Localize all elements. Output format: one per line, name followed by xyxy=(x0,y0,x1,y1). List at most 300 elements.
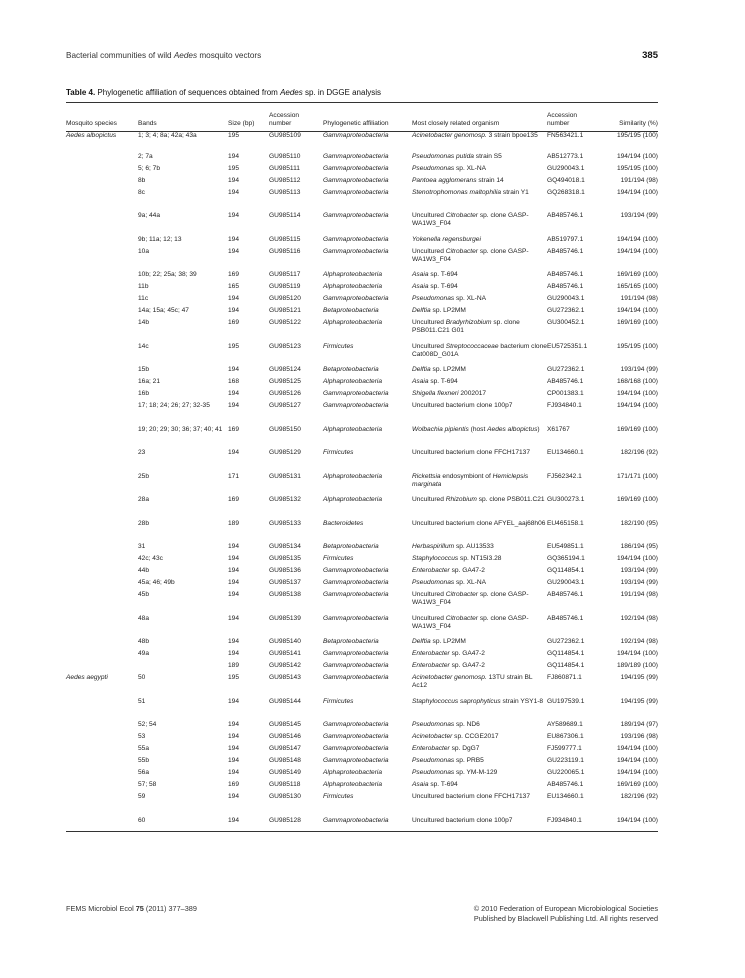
cell-accession: GU985150 xyxy=(269,425,301,433)
cell-accession: GU985113 xyxy=(269,188,301,196)
cell-bands: 44b xyxy=(138,567,150,574)
table-header-row xyxy=(66,104,658,129)
cell-accession: GU985114 xyxy=(269,212,301,219)
cell-species xyxy=(66,390,138,402)
cell-bands: 48b xyxy=(138,638,150,645)
cell-size: 194 xyxy=(228,212,240,219)
publisher-line: Published by Blackwell Publishing Ltd. All rights reserved xyxy=(473,914,658,923)
cell-organism: Uncultured Citrobacter sp. clone GASP-WA1W3_F04 xyxy=(412,614,529,630)
cell-phylo: Gammaproteobacteria xyxy=(323,650,389,657)
cell-rel-accession: AB485746.1 xyxy=(547,781,584,788)
cell-accession: GU985120 xyxy=(269,295,301,302)
cell-similarity: 169/169 (100) xyxy=(616,425,658,433)
cell-organism: Pseudomonas sp. YM-M-129 xyxy=(412,769,498,776)
cell-rel-accession: AB519797.1 xyxy=(547,235,584,243)
cell-bands: 1; 3; 4; 8a; 42a; 43a xyxy=(138,132,197,139)
cell-size: 194 xyxy=(228,650,240,657)
table-row xyxy=(66,793,658,817)
cell-accession: GU985141 xyxy=(269,650,301,657)
table-row xyxy=(66,402,658,426)
cell-accession: GU985145 xyxy=(269,721,301,728)
cell-species xyxy=(66,343,138,367)
cell-size: 189 xyxy=(228,519,240,527)
cell-phylo: Firmicutes xyxy=(323,697,354,705)
cell-organism: Uncultured bacterium clone FFCH17137 xyxy=(412,449,531,456)
cell-bands: 57; 58 xyxy=(138,781,157,788)
cell-phylo: Gammaproteobacteria xyxy=(323,188,389,196)
cell-accession: GU985130 xyxy=(269,793,301,800)
cell-phylo: Gammaproteobacteria xyxy=(323,567,389,574)
cell-species xyxy=(66,817,138,829)
cell-accession: GU985111 xyxy=(269,164,300,172)
cell-rel-accession: EU549851.1 xyxy=(547,543,584,550)
cell-accession: GU985117 xyxy=(269,271,301,278)
cell-phylo: Gammaproteobacteria xyxy=(323,614,389,622)
cell-accession: GU985144 xyxy=(269,697,301,705)
cell-size: 169 xyxy=(228,425,240,433)
cell-similarity: 168/168 (100) xyxy=(616,378,658,385)
cell-rel-accession: GU220065.1 xyxy=(547,769,585,776)
cell-organism: Staphylococcus sp. NT15I3.28 xyxy=(412,555,502,562)
cell-similarity: 194/194 (100) xyxy=(616,769,658,776)
cell-species xyxy=(66,473,138,497)
cell-accession: GU985112 xyxy=(269,176,301,184)
table-row xyxy=(66,319,658,343)
cell-phylo: Betaproteobacteria xyxy=(323,307,379,314)
cell-size: 194 xyxy=(228,591,240,598)
cell-bands: 17; 18; 24; 26; 27; 32-35 xyxy=(138,402,210,409)
cell-similarity: 194/194 (100) xyxy=(616,390,658,397)
cell-species xyxy=(66,271,138,283)
cell-rel-accession: EU134660.1 xyxy=(547,449,584,456)
cell-size: 195 xyxy=(228,674,240,681)
cell-phylo: Gammaproteobacteria xyxy=(323,816,389,824)
table-row xyxy=(66,520,658,544)
cell-similarity: 191/194 (98) xyxy=(620,591,658,598)
cell-bands: 9b; 11a; 12; 13 xyxy=(138,235,182,243)
cell-organism: Acinetobacter sp. CCGE2017 xyxy=(412,733,499,740)
cell-accession: GU985118 xyxy=(269,781,301,788)
cell-accession: GU985129 xyxy=(269,449,301,456)
cell-rel-accession: AB485746.1 xyxy=(547,247,584,255)
cell-similarity: 189/194 (97) xyxy=(620,721,658,728)
cell-size: 194 xyxy=(228,449,240,456)
cell-accession: GU985127 xyxy=(269,402,301,409)
cell-bands: 16b xyxy=(138,390,150,397)
table-top-rule xyxy=(66,102,658,103)
cell-organism: Delftia sp. LP2MM xyxy=(412,638,466,645)
cell-similarity: 194/194 (100) xyxy=(616,650,658,657)
cell-bands: 11b xyxy=(138,283,149,290)
cell-size: 194 xyxy=(228,745,240,752)
col-header-similarity: Similarity (%) xyxy=(619,119,658,127)
cell-rel-accession: AB485746.1 xyxy=(547,283,584,290)
cell-rel-accession: GU300273.1 xyxy=(547,496,585,503)
cell-bands: 60 xyxy=(138,816,146,824)
cell-similarity: 182/190 (95) xyxy=(620,519,658,527)
cell-accession: GU985139 xyxy=(269,614,301,622)
cell-bands: 19; 20; 29; 30; 36; 37; 40; 41 xyxy=(138,425,223,433)
table-row xyxy=(66,591,658,615)
cell-species xyxy=(66,307,138,319)
cell-organism: Rickettsia endosymbiont of Hemiclepsis marginata xyxy=(412,472,529,488)
cell-accession: GU985149 xyxy=(269,769,301,776)
cell-species xyxy=(66,769,138,781)
cell-similarity: 193/194 (99) xyxy=(620,579,658,586)
cell-accession: GU985143 xyxy=(269,674,301,681)
table-row xyxy=(66,426,658,450)
cell-bands: 45a; 46; 49b xyxy=(138,579,175,586)
cell-bands: 8b xyxy=(138,176,146,184)
cell-rel-accession: EU5725351.1 xyxy=(547,342,588,350)
cell-rel-accession: FJ860871.1 xyxy=(547,674,582,681)
table-row xyxy=(66,271,658,283)
table-row xyxy=(66,543,658,555)
cell-similarity: 193/196 (98) xyxy=(620,733,658,740)
table-row xyxy=(66,674,658,698)
cell-similarity: 194/194 (100) xyxy=(616,307,658,314)
cell-rel-accession: GU197539.1 xyxy=(547,697,585,705)
cell-accession: GU985123 xyxy=(269,342,301,350)
cell-similarity: 191/194 (98) xyxy=(620,295,658,302)
cell-bands: 8c xyxy=(138,188,145,196)
cell-bands: 11c xyxy=(138,295,149,302)
cell-rel-accession: GU272362.1 xyxy=(547,366,585,373)
cell-species xyxy=(66,366,138,378)
cell-similarity: 194/195 (99) xyxy=(620,674,658,681)
cell-rel-accession: GU290043.1 xyxy=(547,295,585,302)
cell-species xyxy=(66,757,138,769)
cell-organism: Uncultured Rhizobium sp. clone PSB011.C21 xyxy=(412,496,545,503)
cell-similarity: 193/194 (99) xyxy=(620,212,658,219)
cell-similarity: 192/194 (98) xyxy=(620,638,658,645)
cell-size: 168 xyxy=(228,378,240,385)
cell-phylo: Alphaproteobacteria xyxy=(323,472,383,480)
table-row xyxy=(66,129,658,153)
cell-size: 194 xyxy=(228,402,240,409)
cell-species xyxy=(66,496,138,520)
table-row xyxy=(66,283,658,295)
cell-species xyxy=(66,189,138,213)
cell-phylo: Gammaproteobacteria xyxy=(323,662,389,669)
cell-organism: Stenotrophomonas maltophilia strain Y1 xyxy=(412,188,529,196)
cell-phylo: Gammaproteobacteria xyxy=(323,152,389,160)
cell-organism: Pseudomonas sp. XL-NA xyxy=(412,295,487,302)
cell-organism: Uncultured Citrobacter sp. clone GASP-WA1W3_F04 xyxy=(412,591,529,607)
cell-size: 194 xyxy=(228,579,240,586)
cell-rel-accession: AB485746.1 xyxy=(547,614,584,622)
cell-bands: 56a xyxy=(138,769,150,776)
cell-rel-accession: FN563421.1 xyxy=(547,132,584,139)
cell-phylo: Alphaproteobacteria xyxy=(323,378,383,385)
cell-bands: 48a xyxy=(138,614,150,622)
cell-organism: Acinetobacter genomosp. 3 strain bpoe135 xyxy=(412,132,538,139)
cell-species xyxy=(66,295,138,307)
cell-rel-accession: GU223119.1 xyxy=(547,757,584,764)
cell-species xyxy=(66,567,138,579)
cell-species xyxy=(66,426,138,450)
cell-bands: 10a xyxy=(138,247,150,255)
cell-similarity: 192/194 (98) xyxy=(620,614,658,622)
cell-accession: GU985131 xyxy=(269,472,301,480)
cell-organism: Pseudomonas sp. PRB5 xyxy=(412,757,484,764)
cell-size: 194 xyxy=(228,307,240,314)
cell-bands: 28a xyxy=(138,496,150,503)
cell-organism: Enterobacter sp. DgG7 xyxy=(412,745,480,752)
cell-phylo: Gammaproteobacteria xyxy=(323,212,389,219)
cell-organism: Yokenella regensburgei xyxy=(412,235,481,243)
cell-organism: Uncultured Streptococcaceae bacterium clone Cat008D_G01A xyxy=(412,342,547,358)
cell-size: 194 xyxy=(228,543,240,550)
cell-rel-accession: GU300452.1 xyxy=(547,319,585,326)
cell-organism: Pseudomonas sp. ND6 xyxy=(412,721,480,728)
cell-species xyxy=(66,520,138,544)
table-row xyxy=(66,307,658,319)
col-header-species: Mosquito species xyxy=(66,119,117,127)
cell-phylo: Gammaproteobacteria xyxy=(323,247,389,255)
cell-accession: GU985142 xyxy=(269,662,301,669)
cell-organism: Pseudomonas sp. XL-NA xyxy=(412,579,487,586)
cell-size: 194 xyxy=(228,614,240,622)
cell-organism: Staphylococcus saprophyticus strain YSY1-8 xyxy=(412,697,544,705)
table-caption: Table 4. Phylogenetic affiliation of sequences obtained from Aedes sp. in DGGE analysis xyxy=(66,88,381,97)
table-row xyxy=(66,343,658,367)
cell-bands: 14b xyxy=(138,319,150,326)
cell-similarity: 182/196 (92) xyxy=(620,793,658,800)
cell-organism: Delftia sp. LP2MM xyxy=(412,366,466,373)
cell-organism: Uncultured Citrobacter sp. clone GASP-WA1W3_F04 xyxy=(412,247,529,263)
cell-similarity: 194/194 (100) xyxy=(616,555,658,562)
cell-phylo: Gammaproteobacteria xyxy=(323,721,389,728)
cell-size: 194 xyxy=(228,757,240,764)
table-row xyxy=(66,378,658,390)
cell-rel-accession: AB485746.1 xyxy=(547,212,584,219)
cell-accession: GU985122 xyxy=(269,319,301,326)
cell-similarity: 194/194 (100) xyxy=(616,745,658,752)
cell-phylo: Gammaproteobacteria xyxy=(323,745,389,752)
cell-rel-accession: FJ934840.1 xyxy=(547,402,582,409)
cell-bands: 23 xyxy=(138,449,146,456)
cell-size: 194 xyxy=(228,152,240,160)
cell-species xyxy=(66,449,138,473)
cell-size: 169 xyxy=(228,271,240,278)
cell-similarity: 169/169 (100) xyxy=(616,271,658,278)
cell-rel-accession: AB485746.1 xyxy=(547,378,584,385)
cell-bands: 51 xyxy=(138,697,146,705)
cell-phylo: Gammaproteobacteria xyxy=(323,402,389,409)
cell-similarity: 194/194 (100) xyxy=(616,247,658,255)
table-row xyxy=(66,757,658,769)
table-row xyxy=(66,698,658,722)
cell-bands: 50 xyxy=(138,674,146,681)
cell-similarity: 194/194 (100) xyxy=(616,152,658,160)
table-row xyxy=(66,781,658,793)
cell-size: 169 xyxy=(228,319,240,326)
cell-bands: 15b xyxy=(138,366,150,373)
cell-size: 194 xyxy=(228,188,240,196)
cell-accession: GU985119 xyxy=(269,283,301,290)
cell-species xyxy=(66,793,138,817)
table-row xyxy=(66,555,658,567)
cell-accession: GU985126 xyxy=(269,390,301,397)
cell-similarity: 169/169 (100) xyxy=(616,319,658,326)
cell-species xyxy=(66,165,138,177)
table-row xyxy=(66,473,658,497)
cell-rel-accession: GQ114854.1 xyxy=(547,662,585,669)
cell-size: 194 xyxy=(228,390,240,397)
cell-size: 194 xyxy=(228,555,240,562)
phylogenetic-table xyxy=(66,104,658,829)
cell-similarity: 171/171 (100) xyxy=(616,472,658,480)
cell-size: 165 xyxy=(228,283,240,290)
cell-phylo: Alphaproteobacteria xyxy=(323,283,383,290)
cell-accession: GU985134 xyxy=(269,543,301,550)
cell-bands: 25b xyxy=(138,472,150,480)
cell-phylo: Betaproteobacteria xyxy=(323,543,379,550)
cell-similarity: 194/195 (99) xyxy=(620,697,658,705)
table-bottom-rule xyxy=(66,831,658,832)
cell-rel-accession: GQ114854.1 xyxy=(547,650,585,657)
cell-phylo: Gammaproteobacteria xyxy=(323,176,389,184)
cell-organism: Wolbachia pipientis (host Aedes albopictus) xyxy=(412,425,540,433)
cell-organism: Acinetobacter genomosp. 13TU strain BL Ac12 xyxy=(412,674,533,690)
cell-phylo: Gammaproteobacteria xyxy=(323,295,389,302)
cell-accession: GU985133 xyxy=(269,519,301,527)
cell-species xyxy=(66,236,138,248)
running-title: Bacterial communities of wild Aedes mosquito vectors xyxy=(66,51,262,60)
cell-similarity: 195/195 (100) xyxy=(616,132,658,139)
table-row xyxy=(66,390,658,402)
cell-bands: 42c; 43c xyxy=(138,555,163,562)
cell-organism: Enterobacter sp. GA47-2 xyxy=(412,650,485,657)
cell-rel-accession: AB485746.1 xyxy=(547,591,584,598)
cell-organism: Pseudomonas sp. XL-NA xyxy=(412,164,487,172)
col-header-bands: Bands xyxy=(138,119,157,127)
cell-accession: GU985132 xyxy=(269,496,301,503)
cell-organism: Uncultured Citrobacter sp. clone GASP-WA1W3_F04 xyxy=(412,212,529,228)
cell-phylo: Bacteroidetes xyxy=(323,519,364,527)
cell-phylo: Gammaproteobacteria xyxy=(323,591,389,598)
cell-bands: 52; 54 xyxy=(138,721,157,728)
cell-size: 194 xyxy=(228,176,240,184)
cell-bands: 2; 7a xyxy=(138,152,153,160)
cell-bands: 14a; 15a; 45c; 47 xyxy=(138,307,189,314)
col-header-size: Size (bp) xyxy=(228,119,255,127)
cell-organism: Enterobacter sp. GA47-2 xyxy=(412,662,485,669)
cell-species xyxy=(66,402,138,426)
cell-species xyxy=(66,543,138,555)
col-header-organism: Most closely related organism xyxy=(412,119,500,127)
cell-phylo: Alphaproteobacteria xyxy=(323,425,383,433)
cell-bands: 14c xyxy=(138,342,149,350)
cell-size: 194 xyxy=(228,769,240,776)
cell-similarity: 169/169 (100) xyxy=(616,781,658,788)
cell-organism: Pantoea agglomerans strain 14 xyxy=(412,176,504,184)
cell-species xyxy=(66,579,138,591)
cell-species xyxy=(66,248,138,272)
table-row xyxy=(66,248,658,272)
table-row xyxy=(66,638,658,650)
cell-similarity: 194/194 (100) xyxy=(616,188,658,196)
cell-similarity: 194/194 (100) xyxy=(616,816,658,824)
col-header-accession: Accession number xyxy=(269,111,300,127)
cell-size: 194 xyxy=(228,697,240,705)
table-row xyxy=(66,366,658,378)
cell-size: 169 xyxy=(228,496,240,503)
table-row xyxy=(66,721,658,733)
cell-accession: GU985124 xyxy=(269,366,301,373)
cell-phylo: Gammaproteobacteria xyxy=(323,733,389,740)
cell-rel-accession: EU134660.1 xyxy=(547,793,584,800)
cell-phylo: Alphaproteobacteria xyxy=(323,319,383,326)
cell-species xyxy=(66,591,138,615)
table-row xyxy=(66,177,658,189)
cell-accession: GU985116 xyxy=(269,247,301,255)
cell-rel-accession: FJ562342.1 xyxy=(547,472,582,480)
cell-size: 194 xyxy=(228,247,240,255)
copyright-notice xyxy=(474,904,658,924)
table-row xyxy=(66,817,658,829)
journal-citation: FEMS Microbiol Ecol 75 (2011) 377–389 xyxy=(66,904,197,913)
cell-similarity: 193/194 (99) xyxy=(620,567,658,574)
cell-size: 194 xyxy=(228,235,240,243)
cell-size: 189 xyxy=(228,662,240,669)
cell-rel-accession: EU867306.1 xyxy=(547,733,584,740)
table-row xyxy=(66,650,658,662)
cell-rel-accession: GQ365194.1 xyxy=(547,555,585,562)
cell-rel-accession: X61767 xyxy=(547,425,570,433)
cell-phylo: Alphaproteobacteria xyxy=(323,496,383,503)
col-header-rel-accession: Accession number xyxy=(547,111,578,127)
cell-rel-accession: EU465158.1 xyxy=(547,519,584,527)
cell-accession: GU985121 xyxy=(269,307,301,314)
cell-size: 195 xyxy=(228,164,240,172)
cell-rel-accession: FJ934840.1 xyxy=(547,816,582,824)
cell-bands: 10b; 22; 25a; 38; 39 xyxy=(138,271,197,278)
cell-bands xyxy=(138,662,228,674)
cell-accession: GU985140 xyxy=(269,638,301,645)
table-row xyxy=(66,733,658,745)
cell-organism: Herbaspirillum sp. AU13533 xyxy=(412,543,494,550)
cell-similarity: 195/195 (100) xyxy=(616,164,658,172)
cell-bands: 55a xyxy=(138,745,150,752)
cell-size: 194 xyxy=(228,721,240,728)
cell-similarity: 165/165 (100) xyxy=(616,283,658,290)
cell-organism: Uncultured bacterium clone 100p7 xyxy=(412,402,513,409)
cell-phylo: Gammaproteobacteria xyxy=(323,390,389,397)
cell-rel-accession: GU272362.1 xyxy=(547,638,585,645)
cell-organism: Uncultured bacterium clone 100p7 xyxy=(412,816,513,824)
cell-accession: GU985137 xyxy=(269,579,301,586)
cell-organism: Asaia sp. T-694 xyxy=(412,378,458,385)
cell-species: Aedes albopictus xyxy=(66,132,117,139)
cell-bands: 28b xyxy=(138,519,150,527)
cell-phylo: Alphaproteobacteria xyxy=(323,769,383,776)
cell-species: Aedes aegypti xyxy=(66,674,108,681)
cell-similarity: 195/195 (100) xyxy=(616,342,658,350)
cell-bands: 5; 6; 7b xyxy=(138,164,160,172)
cell-bands: 45b xyxy=(138,591,150,598)
cell-rel-accession: GQ494018.1 xyxy=(547,176,585,184)
table-row xyxy=(66,236,658,248)
cell-organism: Shigella flexneri 2002017 xyxy=(412,390,487,397)
table-row xyxy=(66,153,658,165)
cell-phylo: Alphaproteobacteria xyxy=(323,271,383,278)
cell-species xyxy=(66,745,138,757)
table-row xyxy=(66,567,658,579)
cell-accession: GU985115 xyxy=(269,235,301,243)
cell-accession: GU985109 xyxy=(269,132,301,139)
